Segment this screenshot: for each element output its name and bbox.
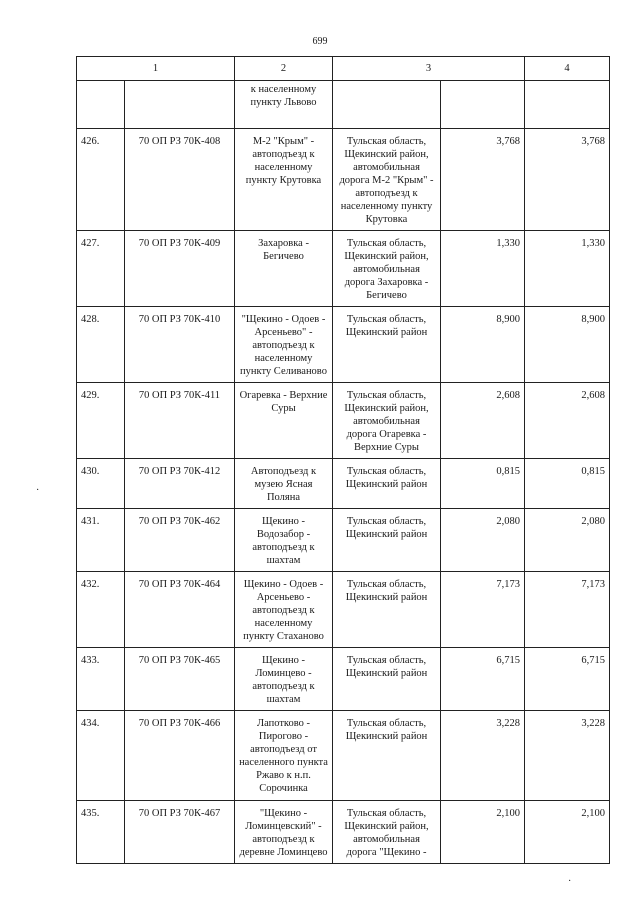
header-row: [77, 57, 610, 81]
road-name: Автоподъезд к музею Ясная Поляна: [235, 459, 333, 509]
road-length: 3,228: [441, 711, 525, 801]
road-length-total: 7,173: [525, 572, 610, 648]
road-name: Лапотково - Пирогово - автоподъезд от населенного пункта Ржаво к н.п. Сорочинка: [235, 711, 333, 801]
header-col-4: 4: [525, 57, 610, 81]
road-id: 70 ОП РЗ 70К-410: [125, 307, 235, 383]
road-id: 70 ОП РЗ 70К-465: [125, 648, 235, 711]
road-name: Щекино - Водозабор - автоподъезд к шахтам: [235, 509, 333, 572]
scan-mark: ·: [36, 485, 40, 496]
scan-mark: ·: [568, 876, 572, 887]
header-col-1: 1: [77, 57, 235, 81]
road-length: 1,330: [441, 231, 525, 307]
road-id: 70 ОП РЗ 70К-411: [125, 383, 235, 459]
road-length: 7,173: [441, 572, 525, 648]
road-location: Тульская область, Щекинский район, автомобильная дорога Огаревка - Верхние Суры: [333, 383, 441, 459]
cont-name-cell: к населенному пункту Львово: [235, 81, 333, 129]
road-location: Тульская область, Щекинский район: [333, 648, 441, 711]
header-col-3: 3: [333, 57, 525, 81]
road-name: "Щекино - Одоев - Арсеньево" - автоподъезд к населенному пункту Селиваново: [235, 307, 333, 383]
road-id: 70 ОП РЗ 70К-466: [125, 711, 235, 801]
road-name: М-2 "Крым" - автоподъезд к населенному пункту Крутовка: [235, 129, 333, 231]
road-id: 70 ОП РЗ 70К-412: [125, 459, 235, 509]
row-number: 430.: [77, 459, 125, 509]
row-number: 426.: [77, 129, 125, 231]
row-number: 433.: [77, 648, 125, 711]
road-location: Тульская область, Щекинский район: [333, 572, 441, 648]
road-length-total: 6,715: [525, 648, 610, 711]
road-name: Огаревка - Верхние Суры: [235, 383, 333, 459]
road-length-total: 2,080: [525, 509, 610, 572]
road-length: 3,768: [441, 129, 525, 231]
roads-table: [76, 56, 610, 864]
cont-length-cell: [441, 81, 525, 129]
table-row: [77, 231, 610, 307]
road-name: Щекино - Одоев - Арсеньево - автоподъезд к населенному пункту Стаханово: [235, 572, 333, 648]
table-row: [77, 572, 610, 648]
row-number: 429.: [77, 383, 125, 459]
header-col-2: 2: [235, 57, 333, 81]
road-name: Щекино - Ломинцево - автоподъезд к шахтам: [235, 648, 333, 711]
road-name: "Щекино - Ломинцевский" - автоподъезд к деревне Ломинцево: [235, 801, 333, 864]
road-id: 70 ОП РЗ 70К-464: [125, 572, 235, 648]
road-location: Тульская область, Щекинский район, автомобильная дорога М-2 "Крым" - автоподъезд к населенному пункту Крутовка: [333, 129, 441, 231]
table-row: [77, 383, 610, 459]
road-name: Захаровка - Бегичево: [235, 231, 333, 307]
road-length: 2,080: [441, 509, 525, 572]
road-id: 70 ОП РЗ 70К-462: [125, 509, 235, 572]
road-id: 70 ОП РЗ 70К-409: [125, 231, 235, 307]
road-location: Тульская область, Щекинский район: [333, 307, 441, 383]
road-length-total: 3,228: [525, 711, 610, 801]
table-row: [77, 307, 610, 383]
table-row: [77, 711, 610, 801]
row-number: 434.: [77, 711, 125, 801]
page-number: 699: [312, 36, 328, 47]
road-length-total: 2,608: [525, 383, 610, 459]
row-number: 427.: [77, 231, 125, 307]
road-location: Тульская область, Щекинский район, автомобильная дорога "Щекино -: [333, 801, 441, 864]
road-length-total: 8,900: [525, 307, 610, 383]
row-number: 432.: [77, 572, 125, 648]
road-location: Тульская область, Щекинский район: [333, 711, 441, 801]
table-row: [77, 459, 610, 509]
road-length: 6,715: [441, 648, 525, 711]
row-number: 435.: [77, 801, 125, 864]
row-number: 431.: [77, 509, 125, 572]
road-length: 2,608: [441, 383, 525, 459]
road-location: Тульская область, Щекинский район: [333, 509, 441, 572]
road-location: Тульская область, Щекинский район: [333, 459, 441, 509]
cont-code-cell: [125, 81, 235, 129]
road-location: Тульская область, Щекинский район, автомобильная дорога Захаровка - Бегичево: [333, 231, 441, 307]
table-row: [77, 648, 610, 711]
road-length: 0,815: [441, 459, 525, 509]
table-row: [77, 801, 610, 864]
road-length-total: 1,330: [525, 231, 610, 307]
cont-length-total-cell: [525, 81, 610, 129]
table-row: [77, 509, 610, 572]
road-length-total: 2,100: [525, 801, 610, 864]
road-length-total: 3,768: [525, 129, 610, 231]
cont-location-cell: [333, 81, 441, 129]
road-length-total: 0,815: [525, 459, 610, 509]
row-number: 428.: [77, 307, 125, 383]
cont-num-cell: [77, 81, 125, 129]
road-length: 2,100: [441, 801, 525, 864]
road-id: 70 ОП РЗ 70К-408: [125, 129, 235, 231]
road-length: 8,900: [441, 307, 525, 383]
road-id: 70 ОП РЗ 70К-467: [125, 801, 235, 864]
continuation-row: [77, 81, 610, 129]
table-row: [77, 129, 610, 231]
